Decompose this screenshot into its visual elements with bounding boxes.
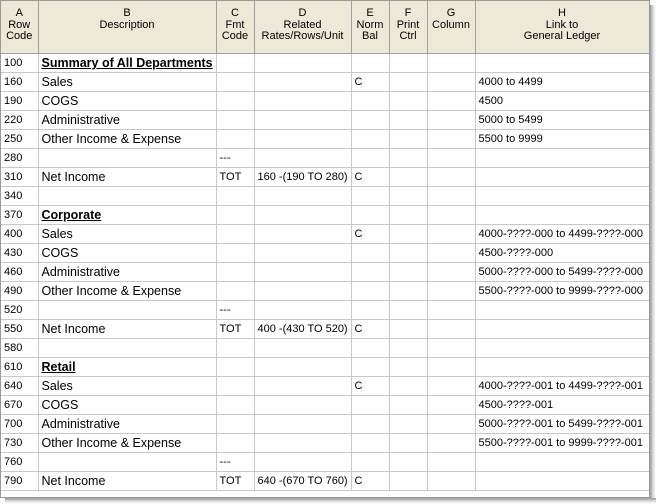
col-letter: G <box>446 7 456 19</box>
description-cell[interactable]: COGS <box>38 244 216 263</box>
gl-link-cell[interactable] <box>475 168 649 187</box>
row-code-cell[interactable]: 580 <box>1 339 38 358</box>
print-ctrl-cell[interactable] <box>389 415 427 434</box>
description-cell[interactable]: Summary of All Departments <box>38 54 216 73</box>
print-ctrl-cell[interactable] <box>389 453 427 472</box>
row-code-cell[interactable]: 250 <box>1 130 38 149</box>
column-cell[interactable] <box>427 225 475 244</box>
fmt-code-cell[interactable] <box>216 377 254 396</box>
table-row[interactable] <box>1 358 649 377</box>
fmt-code-cell[interactable]: --- <box>216 453 254 472</box>
fmt-code-cell[interactable] <box>216 111 254 130</box>
col-letter: A <box>15 7 23 19</box>
col-letter: F <box>404 7 412 19</box>
related-cell[interactable]: 400 -(430 TO 520) <box>254 320 351 339</box>
related-cell[interactable] <box>254 187 351 206</box>
print-ctrl-cell[interactable] <box>389 244 427 263</box>
print-ctrl-cell[interactable] <box>389 434 427 453</box>
gl-link-cell[interactable] <box>475 187 649 206</box>
related-cell[interactable] <box>254 301 351 320</box>
fmt-code-cell[interactable] <box>216 396 254 415</box>
gl-link-cell[interactable] <box>475 149 649 168</box>
description-cell[interactable]: COGS <box>38 396 216 415</box>
related-cell[interactable] <box>254 453 351 472</box>
norm-bal-cell[interactable]: C <box>351 168 389 187</box>
table-row[interactable] <box>1 453 649 472</box>
row-code-cell[interactable]: 550 <box>1 320 38 339</box>
column-cell[interactable] <box>427 453 475 472</box>
row-code-cell[interactable]: 610 <box>1 358 38 377</box>
fmt-code-cell[interactable] <box>216 130 254 149</box>
row-definition-table <box>1 1 650 491</box>
gl-link-cell[interactable] <box>475 339 649 358</box>
related-cell[interactable] <box>254 244 351 263</box>
col-title-line: Link to <box>545 18 579 31</box>
row-code-cell[interactable]: 220 <box>1 111 38 130</box>
fmt-code-cell[interactable]: --- <box>216 301 254 320</box>
row-code-cell[interactable]: 310 <box>1 168 38 187</box>
table-row[interactable] <box>1 263 649 282</box>
norm-bal-cell[interactable] <box>351 54 389 73</box>
row-code-cell[interactable]: 160 <box>1 73 38 92</box>
column-cell[interactable] <box>427 263 475 282</box>
print-ctrl-cell[interactable] <box>389 225 427 244</box>
column-cell[interactable] <box>427 358 475 377</box>
column-cell[interactable] <box>427 434 475 453</box>
col-header-norm-bal[interactable] <box>351 1 389 54</box>
print-ctrl-cell[interactable] <box>389 282 427 301</box>
header-row <box>1 1 649 54</box>
norm-bal-cell[interactable] <box>351 244 389 263</box>
print-ctrl-cell[interactable] <box>389 206 427 225</box>
table-row[interactable] <box>1 301 649 320</box>
norm-bal-cell[interactable] <box>351 434 389 453</box>
table-row[interactable] <box>1 377 649 396</box>
norm-bal-cell[interactable]: C <box>351 225 389 244</box>
col-title-line: Code <box>6 30 33 42</box>
row-code-cell[interactable]: 520 <box>1 301 38 320</box>
column-cell[interactable] <box>427 396 475 415</box>
gl-link-cell[interactable]: 5500 to 9999 <box>475 130 649 149</box>
col-title-line: Bal <box>362 30 378 42</box>
related-cell[interactable] <box>254 54 351 73</box>
table-row[interactable] <box>1 472 649 491</box>
related-cell[interactable]: 160 -(190 TO 280) <box>254 168 351 187</box>
column-cell[interactable] <box>427 168 475 187</box>
row-code-cell[interactable]: 490 <box>1 282 38 301</box>
norm-bal-cell[interactable]: C <box>351 73 389 92</box>
table-row[interactable] <box>1 225 649 244</box>
gl-link-cell[interactable] <box>475 453 649 472</box>
norm-bal-cell[interactable] <box>351 130 389 149</box>
column-cell[interactable] <box>427 187 475 206</box>
description-cell[interactable]: Administrative <box>38 263 216 282</box>
norm-bal-cell[interactable] <box>351 187 389 206</box>
fmt-code-cell[interactable] <box>216 54 254 73</box>
table-row[interactable] <box>1 168 649 187</box>
window-shadow-right <box>650 5 656 504</box>
col-header-fmt-code[interactable] <box>216 1 254 54</box>
fmt-code-cell[interactable] <box>216 92 254 111</box>
description-cell[interactable]: Net Income <box>38 472 216 491</box>
table-row[interactable] <box>1 339 649 358</box>
description-cell[interactable]: Other Income & Expense <box>38 282 216 301</box>
fmt-code-cell[interactable] <box>216 206 254 225</box>
column-cell[interactable] <box>427 130 475 149</box>
table-row[interactable] <box>1 244 649 263</box>
column-cell[interactable] <box>427 472 475 491</box>
table-row[interactable] <box>1 396 649 415</box>
related-cell[interactable]: 640 -(670 TO 760) <box>254 472 351 491</box>
gl-link-cell[interactable]: 5000-????-001 to 5499-????-001 <box>475 415 649 434</box>
gl-link-cell[interactable]: 4000 to 4499 <box>475 73 649 92</box>
col-title-line: Code <box>221 30 249 42</box>
col-title-line: Print <box>396 18 420 31</box>
description-cell[interactable] <box>38 301 216 320</box>
print-ctrl-cell[interactable] <box>389 73 427 92</box>
related-cell[interactable] <box>254 434 351 453</box>
fmt-code-cell[interactable] <box>216 358 254 377</box>
fmt-code-cell[interactable] <box>216 339 254 358</box>
table-row[interactable] <box>1 415 649 434</box>
table-row[interactable] <box>1 206 649 225</box>
column-cell[interactable] <box>427 92 475 111</box>
table-row[interactable] <box>1 111 649 130</box>
related-cell[interactable] <box>254 130 351 149</box>
gl-link-cell[interactable]: 4000-????-001 to 4499-????-001 <box>475 377 649 396</box>
row-code-cell[interactable]: 190 <box>1 92 38 111</box>
related-cell[interactable] <box>254 149 351 168</box>
print-ctrl-cell[interactable] <box>389 54 427 73</box>
gl-link-cell[interactable]: 4500-????-000 <box>475 244 649 263</box>
related-cell[interactable] <box>254 206 351 225</box>
fmt-code-cell[interactable] <box>216 434 254 453</box>
print-ctrl-cell[interactable] <box>389 111 427 130</box>
related-cell[interactable] <box>254 282 351 301</box>
print-ctrl-cell[interactable] <box>389 472 427 491</box>
print-ctrl-cell[interactable] <box>389 358 427 377</box>
description-cell[interactable]: Administrative <box>38 111 216 130</box>
related-cell[interactable] <box>254 225 351 244</box>
row-code-cell[interactable]: 430 <box>1 244 38 263</box>
col-letter: C <box>231 7 239 19</box>
related-cell[interactable] <box>254 339 351 358</box>
table-row[interactable] <box>1 92 649 111</box>
norm-bal-cell[interactable]: C <box>351 320 389 339</box>
related-cell[interactable] <box>254 396 351 415</box>
gl-link-cell[interactable]: 4000-????-000 to 4499-????-000 <box>475 225 649 244</box>
print-ctrl-cell[interactable] <box>389 168 427 187</box>
column-cell[interactable] <box>427 301 475 320</box>
col-letter: E <box>366 7 374 19</box>
column-cell[interactable] <box>427 377 475 396</box>
norm-bal-cell[interactable] <box>351 149 389 168</box>
col-header-gl-link[interactable] <box>475 1 649 54</box>
description-cell[interactable] <box>38 339 216 358</box>
description-cell[interactable]: Corporate <box>38 206 216 225</box>
col-title-line: Norm <box>356 18 384 31</box>
fmt-code-cell[interactable] <box>216 73 254 92</box>
column-cell[interactable] <box>427 111 475 130</box>
row-code-cell[interactable]: 790 <box>1 472 38 491</box>
description-cell[interactable] <box>38 453 216 472</box>
row-code-cell[interactable]: 730 <box>1 434 38 453</box>
col-letter: H <box>558 7 566 19</box>
norm-bal-cell[interactable] <box>351 301 389 320</box>
col-header-related[interactable] <box>254 1 351 54</box>
row-code-cell[interactable]: 400 <box>1 225 38 244</box>
fmt-code-cell[interactable] <box>216 244 254 263</box>
row-code-cell[interactable]: 760 <box>1 453 38 472</box>
col-letter: B <box>123 7 131 19</box>
col-header-row-code[interactable] <box>1 1 38 54</box>
col-title-line: Rates/Rows/Unit <box>261 30 344 42</box>
column-cell[interactable] <box>427 244 475 263</box>
column-cell[interactable] <box>427 54 475 73</box>
fmt-code-cell[interactable]: --- <box>216 149 254 168</box>
related-cell[interactable] <box>254 415 351 434</box>
description-cell[interactable]: Other Income & Expense <box>38 434 216 453</box>
norm-bal-cell[interactable] <box>351 358 389 377</box>
fmt-code-cell[interactable] <box>216 282 254 301</box>
description-cell[interactable]: Sales <box>38 377 216 396</box>
column-cell[interactable] <box>427 149 475 168</box>
row-code-cell[interactable]: 700 <box>1 415 38 434</box>
gl-link-cell[interactable] <box>475 54 649 73</box>
table-row[interactable] <box>1 130 649 149</box>
gl-link-cell[interactable] <box>475 301 649 320</box>
col-title-line: Ctrl <box>399 30 417 42</box>
col-header-description[interactable] <box>38 1 216 54</box>
gl-link-cell[interactable]: 5500-????-000 to 9999-????-000 <box>475 282 649 301</box>
norm-bal-cell[interactable] <box>351 415 389 434</box>
gl-link-cell[interactable] <box>475 358 649 377</box>
gl-link-cell[interactable] <box>475 472 649 491</box>
related-cell[interactable] <box>254 111 351 130</box>
gl-link-cell[interactable]: 5000-????-000 to 5499-????-000 <box>475 263 649 282</box>
gl-link-cell[interactable] <box>475 206 649 225</box>
print-ctrl-cell[interactable] <box>389 149 427 168</box>
fmt-code-cell[interactable]: TOT <box>216 168 254 187</box>
fmt-code-cell[interactable] <box>216 225 254 244</box>
column-cell[interactable] <box>427 282 475 301</box>
table-row[interactable] <box>1 149 649 168</box>
print-ctrl-cell[interactable] <box>389 377 427 396</box>
col-title-line: Related <box>283 18 322 31</box>
norm-bal-cell[interactable]: C <box>351 472 389 491</box>
description-cell[interactable] <box>38 187 216 206</box>
col-title-line: General Ledger <box>523 30 601 42</box>
fmt-code-cell[interactable]: TOT <box>216 472 254 491</box>
row-code-cell[interactable]: 670 <box>1 396 38 415</box>
row-code-cell[interactable]: 370 <box>1 206 38 225</box>
fmt-code-cell[interactable]: TOT <box>216 320 254 339</box>
row-code-cell[interactable]: 340 <box>1 187 38 206</box>
gl-link-cell[interactable]: 4500 <box>475 92 649 111</box>
col-letter: D <box>298 7 307 19</box>
description-cell[interactable]: Net Income <box>38 168 216 187</box>
table-row[interactable] <box>1 187 649 206</box>
description-cell[interactable] <box>38 149 216 168</box>
norm-bal-cell[interactable] <box>351 206 389 225</box>
column-cell[interactable] <box>427 415 475 434</box>
column-cell[interactable] <box>427 320 475 339</box>
fmt-code-cell[interactable] <box>216 187 254 206</box>
col-title-line: Fmt <box>225 18 245 31</box>
related-cell[interactable] <box>254 358 351 377</box>
print-ctrl-cell[interactable] <box>389 92 427 111</box>
related-cell[interactable] <box>254 73 351 92</box>
description-cell[interactable]: COGS <box>38 92 216 111</box>
print-ctrl-cell[interactable] <box>389 396 427 415</box>
row-code-cell[interactable]: 280 <box>1 149 38 168</box>
gl-link-cell[interactable]: 5000 to 5499 <box>475 111 649 130</box>
description-cell[interactable]: Retail <box>38 358 216 377</box>
gl-link-cell[interactable]: 5500-????-001 to 9999-????-001 <box>475 434 649 453</box>
norm-bal-cell[interactable]: C <box>351 377 389 396</box>
norm-bal-cell[interactable] <box>351 282 389 301</box>
print-ctrl-cell[interactable] <box>389 263 427 282</box>
description-cell[interactable]: Net Income <box>38 320 216 339</box>
description-cell[interactable]: Administrative <box>38 415 216 434</box>
col-title-line: Column <box>432 18 470 31</box>
col-header-column[interactable] <box>427 1 475 54</box>
col-title-line: Description <box>99 18 155 31</box>
related-cell[interactable] <box>254 263 351 282</box>
related-cell[interactable] <box>254 92 351 111</box>
row-code-cell[interactable]: 100 <box>1 54 38 73</box>
print-ctrl-cell[interactable] <box>389 187 427 206</box>
norm-bal-cell[interactable] <box>351 92 389 111</box>
norm-bal-cell[interactable] <box>351 453 389 472</box>
gl-link-cell[interactable]: 4500-????-001 <box>475 396 649 415</box>
norm-bal-cell[interactable] <box>351 111 389 130</box>
description-cell[interactable]: Other Income & Expense <box>38 130 216 149</box>
table-row[interactable] <box>1 434 649 453</box>
norm-bal-cell[interactable] <box>351 263 389 282</box>
gl-link-cell[interactable] <box>475 320 649 339</box>
table-row[interactable] <box>1 73 649 92</box>
window-shadow-bottom <box>5 498 656 504</box>
col-header-print-ctrl[interactable] <box>389 1 427 54</box>
column-cell[interactable] <box>427 339 475 358</box>
col-title-line: Row <box>8 18 31 31</box>
print-ctrl-cell[interactable] <box>389 320 427 339</box>
table-row[interactable] <box>1 54 649 73</box>
table-row[interactable] <box>1 320 649 339</box>
fmt-code-cell[interactable] <box>216 263 254 282</box>
column-cell[interactable] <box>427 206 475 225</box>
column-cell[interactable] <box>427 73 475 92</box>
print-ctrl-cell[interactable] <box>389 301 427 320</box>
grid-body <box>1 54 649 491</box>
row-code-cell[interactable]: 460 <box>1 263 38 282</box>
norm-bal-cell[interactable] <box>351 339 389 358</box>
row-code-cell[interactable]: 640 <box>1 377 38 396</box>
fmt-code-cell[interactable] <box>216 415 254 434</box>
table-row[interactable] <box>1 282 649 301</box>
related-cell[interactable] <box>254 377 351 396</box>
print-ctrl-cell[interactable] <box>389 130 427 149</box>
norm-bal-cell[interactable] <box>351 396 389 415</box>
description-cell[interactable]: Sales <box>38 73 216 92</box>
description-cell[interactable]: Sales <box>38 225 216 244</box>
print-ctrl-cell[interactable] <box>389 339 427 358</box>
